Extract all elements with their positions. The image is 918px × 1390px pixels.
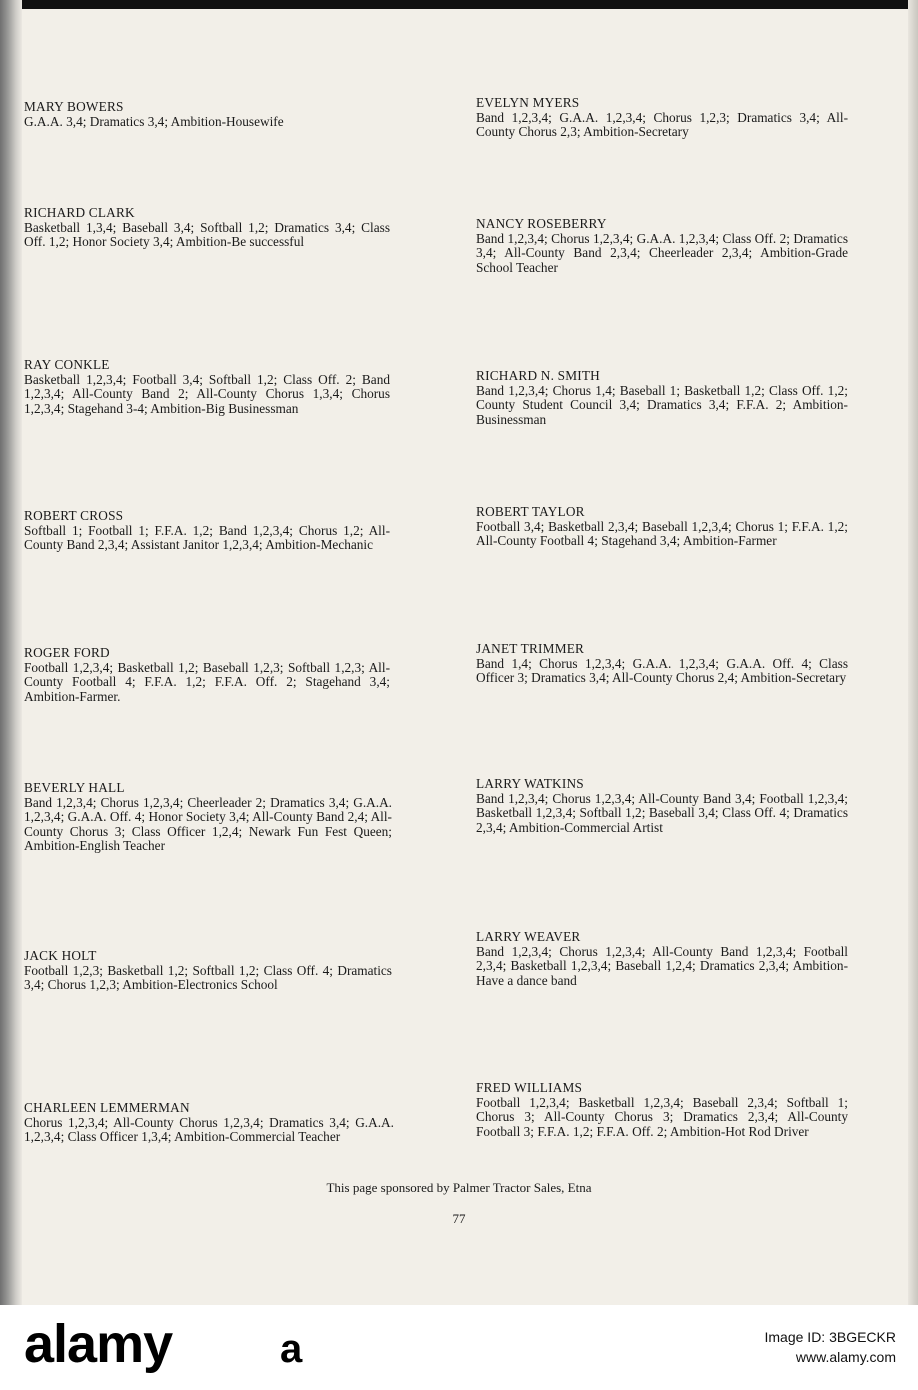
senior-name: FRED WILLIAMS xyxy=(476,1080,583,1095)
senior-name: JACK HOLT xyxy=(24,948,97,963)
senior-entry xyxy=(24,206,390,250)
senior-entry xyxy=(24,1101,394,1145)
senior-activities: Chorus 1,2,3,4; All-County Chorus 1,2,3,4; Dramatics 3,4; G.A.A. 1,2,3,4; Class Officer 1,3,4; Ambition-Commercial Teacher xyxy=(24,1114,394,1145)
senior-activities: Softball 1; Football 1; F.F.A. 1,2; Band 1,2,3,4; Chorus 1,2; All-County Band 2,3,4; Assistant Janitor 1,2,3,4; Ambition-Mechanic xyxy=(24,522,390,553)
senior-name: ROGER FORD xyxy=(24,645,110,660)
senior-name: CHARLEEN LEMMERMAN xyxy=(24,1100,190,1115)
senior-activities: Band 1,2,3,4; G.A.A. 1,2,3,4; Chorus 1,2,3; Dramatics 3,4; All-County Chorus 2,3; Ambition-Secretary xyxy=(476,109,848,140)
senior-entry xyxy=(476,217,848,275)
senior-entry xyxy=(24,781,392,854)
senior-activities: Football 1,2,3,4; Basketball 1,2,3,4; Baseball 2,3,4; Softball 1; Chorus 3; All-County Chorus 3; Dramatics 2,3,4; All-County Football 3; F.F.A. 1,2; F.F.A. Off. 2; Ambition-Hot Rod Driver xyxy=(476,1094,848,1139)
senior-activities: Football 3,4; Basketball 2,3,4; Baseball 1,2,3,4; Chorus 1; F.F.A. 1,2; All-County Football 4; Stagehand 3,4; Ambition-Farmer xyxy=(476,518,848,549)
page-binding-shadow xyxy=(0,0,22,1305)
senior-entry xyxy=(476,369,848,427)
senior-name: RICHARD CLARK xyxy=(24,205,135,220)
senior-name: EVELYN MYERS xyxy=(476,95,580,110)
senior-name: NANCY ROSEBERRY xyxy=(476,216,607,231)
senior-entry xyxy=(24,509,390,553)
senior-name: LARRY WATKINS xyxy=(476,776,584,791)
senior-name: ROBERT TAYLOR xyxy=(476,504,585,519)
senior-activities: Basketball 1,3,4; Baseball 3,4; Softball 1,2; Dramatics 3,4; Class Off. 1,2; Honor Society 3,4; Ambition-Be successful xyxy=(24,219,390,250)
alamy-logo-mark-icon: a xyxy=(280,1327,303,1371)
senior-name: RAY CONKLE xyxy=(24,357,110,372)
senior-entry xyxy=(24,358,390,416)
page-number: 77 xyxy=(452,1211,466,1226)
senior-entry xyxy=(476,505,848,549)
image-id: Image ID: 3BGECKR xyxy=(764,1329,896,1345)
senior-name: LARRY WEAVER xyxy=(476,929,581,944)
senior-activities: Basketball 1,2,3,4; Football 3,4; Softball 1,2; Class Off. 2; Band 1,2,3,4; All-County Band 2; All-County Chorus 1,3,4; Chorus 1,2,3,4; Stagehand 3-4; Ambition-Big Businessman xyxy=(24,371,390,416)
senior-activities: Band 1,2,3,4; Chorus 1,2,3,4; G.A.A. 1,2,3,4; Class Off. 2; Dramatics 3,4; All-County Band 2,3,4; Cheerleader 2,3,4; Ambition-Grade School Teacher xyxy=(476,230,848,275)
alamy-logo: alamy xyxy=(24,1314,173,1374)
senior-entry xyxy=(476,1081,848,1139)
senior-activities: Band 1,2,3,4; Chorus 1,4; Baseball 1; Basketball 1,2; Class Off. 1,2; County Student Council 3,4; Dramatics 3,4; F.F.A. 2; Ambition-Businessman xyxy=(476,382,848,427)
sponsor-line: This page sponsored by Palmer Tractor Sales, Etna xyxy=(326,1180,592,1195)
senior-activities: G.A.A. 3,4; Dramatics 3,4; Ambition-Housewife xyxy=(24,113,284,129)
senior-name: ROBERT CROSS xyxy=(24,508,124,523)
senior-entry xyxy=(476,777,848,835)
senior-entry xyxy=(476,930,848,988)
senior-name: BEVERLY HALL xyxy=(24,780,125,795)
senior-name: JANET TRIMMER xyxy=(476,641,585,656)
senior-activities: Band 1,2,3,4; Chorus 1,2,3,4; All-County Band 3,4; Football 1,2,3,4; Basketball 1,2,3,4; Softball 1,2; Baseball 3,4; Class Off. 4; Dramatics 2,3,4; Ambition-Commercial Artist xyxy=(476,790,848,835)
senior-activities: Football 1,2,3,4; Basketball 1,2; Baseball 1,2,3; Softball 1,2,3; All-County Football 4; F.F.A. 1,2; F.F.A. Off. 2; Stagehand 3,4; Ambition-Farmer. xyxy=(24,659,390,704)
senior-activities: Band 1,2,3,4; Chorus 1,2,3,4; Cheerleader 2; Dramatics 3,4; G.A.A. 1,2,3,4; G.A.A. Off. 4; Honor Society 3,4; All-County Band 2,4; All-County Chorus 3; Class Officer 1,2,4; Newark Fun Fest Queen; Ambition-English Teacher xyxy=(24,794,392,854)
senior-activities: Football 1,2,3; Basketball 1,2; Softball 1,2; Class Off. 4; Dramatics 3,4; Chorus 1,2,3; Ambition-Electronics School xyxy=(24,962,392,993)
page-right-edge xyxy=(908,0,918,1305)
page-top-edge xyxy=(0,0,918,9)
senior-entry xyxy=(24,646,390,704)
stock-footer-bar xyxy=(0,1305,918,1390)
senior-name: MARY BOWERS xyxy=(24,99,124,114)
senior-activities: Band 1,4; Chorus 1,2,3,4; G.A.A. 1,2,3,4; G.A.A. Off. 4; Class Officer 3; Dramatics 3,4; All-County Chorus 2,4; Ambition-Secretary xyxy=(476,655,848,686)
senior-entry xyxy=(476,96,848,140)
senior-entry xyxy=(24,100,396,129)
site-url: www.alamy.com xyxy=(795,1349,896,1365)
stock-meta xyxy=(765,1327,897,1367)
senior-activities: Band 1,2,3,4; Chorus 1,2,3,4; All-County Band 1,2,3,4; Football 2,3,4; Basketball 1,2,3,4; Baseball 1,2,4; Dramatics 2,3,4; Ambition-Have a dance band xyxy=(476,943,848,988)
senior-name: RICHARD N. SMITH xyxy=(476,368,600,383)
senior-entry xyxy=(476,642,848,686)
senior-entry xyxy=(24,949,392,993)
